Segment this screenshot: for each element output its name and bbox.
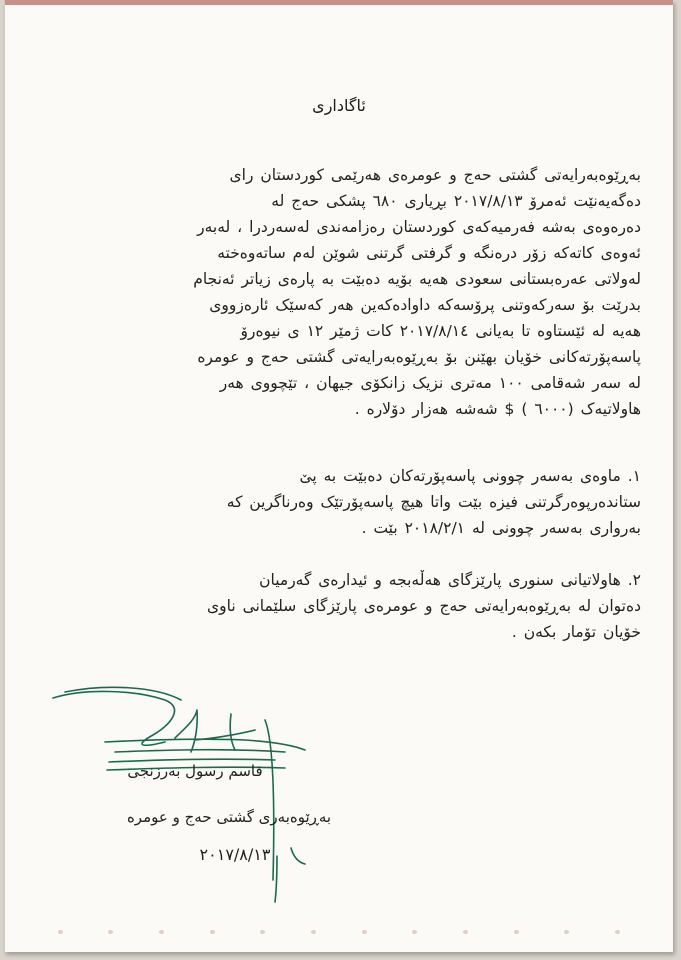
paragraph-line: خۆیان تۆمار بکەن . (511, 623, 641, 641)
paragraph-line: لەولاتی عەرەبستانی سعودی هەیە بۆیە دەبێت بە پارەی زیاتر ئەنجام (193, 270, 641, 288)
signatory-position: بەڕێوەبەری گشتی حەج و عومرە (126, 808, 332, 826)
paragraph-line: لە سەر شەقامی ١٠٠ مەتری نزیک زانکۆی جیهان ، تێچووی هەر (219, 374, 641, 392)
paragraph-line: بەڕێوەبەرایەتی گشتی حەج و عومرەی هەرێمی کوردستان رای (229, 166, 641, 184)
main-paragraph (31, 162, 641, 422)
signatory-name: قاسم رسول بەرزنجی (127, 762, 263, 780)
note-one-paragraph (31, 463, 641, 541)
paragraph-line: ١. ماوەی بەسەر چوونی پاسەپۆرتەکان دەبێت بە پێ (299, 467, 641, 485)
paragraph-line: هەیە لە ئێستاوە تا بەیانی ٢٠١٧/٨/١٤ کات ژمێر ١٢ ی نیوەرۆ (240, 322, 641, 340)
document-title: ئاگاداری (312, 96, 366, 115)
paper-top-edge (5, 0, 673, 5)
paper-bottom-pattern (5, 930, 673, 940)
note-two-paragraph (31, 567, 641, 645)
paragraph-line: پاسەپۆرتەکانی خۆیان بهێنن بۆ بەڕێوەبەرایەتی گشتی حەج و عومرە (197, 348, 641, 366)
paragraph-line: ستاندەرپوەرگرتنی فیزە بێت واتا هیچ پاسەپۆرتێک وەرناگرین کە (226, 493, 641, 511)
letter-sheet (4, 0, 673, 952)
handwritten-signature (45, 680, 375, 920)
paragraph-line: دەتوان لە بەڕێوەبەرایەتی حەج و عومرەی پارێزگای سلێمانی ناوی (206, 597, 641, 615)
paragraph-line: ٢. هاولاتیانی سنوری پارێزگای هەڵەبجە و ئیدارەی گەرمیان (259, 571, 641, 589)
paragraph-line: دەگەیەنێت ئەمرۆ ٢٠١٧/٨/١٣ بڕیاری ٦٨٠ پشکی حەج لە (271, 192, 641, 210)
paragraph-line: بەرواری بەسەر چوونی لە ٢٠١٨/٢/١ بێت . (361, 519, 641, 537)
paragraph-line: بدرێت بۆ سەرکەوتنی پرۆسەکە داوادەکەین هەر کەسێک ئارەزووی (209, 296, 641, 314)
paragraph-line: دەرەوەی بەشە فەرمیەکەی کوردستان رەزامەندی لەسەردرا ، لەبەر (197, 218, 641, 236)
paragraph-line: ئەوەی کاتەکە زۆر درەنگە و گرفتی گرتنی شوێن لەم ساتەوەختە (217, 244, 641, 262)
paragraph-line: هاولاتیەک (٦٠٠٠ ) $ شەشە هەزار دۆلارە . (354, 400, 641, 418)
signature-date: ٢٠١٧/٨/١٣ (199, 845, 271, 864)
